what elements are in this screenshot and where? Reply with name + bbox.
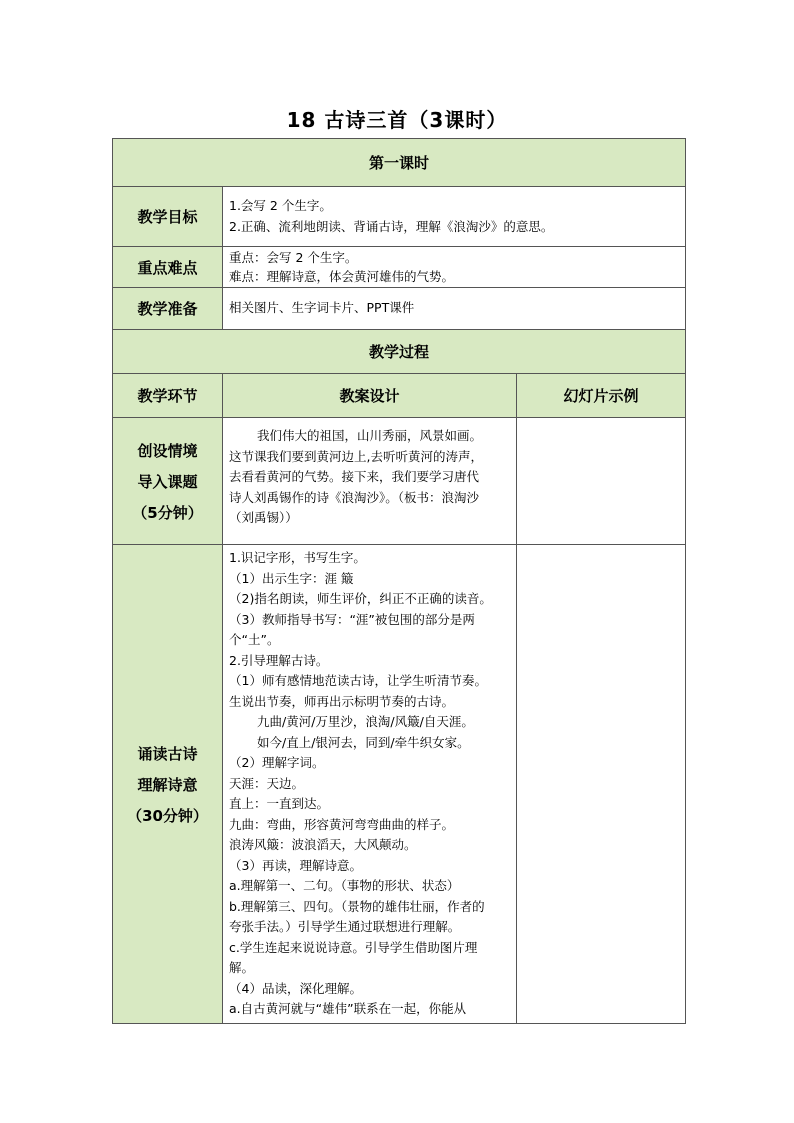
reading-line-6: 2.引导理解古诗。 xyxy=(229,652,329,668)
keypoints-content xyxy=(223,247,686,288)
reading-slide-cell xyxy=(517,545,686,1024)
intro-content xyxy=(223,418,517,545)
intro-row xyxy=(113,418,686,545)
reading-line-16: （3）再读，理解诗意。 xyxy=(229,857,362,873)
intro-line-2: 这节课我们要到黄河边上,去听听黄河的涛声， xyxy=(229,448,483,464)
process-header-row xyxy=(113,330,686,374)
intro-label xyxy=(113,418,223,545)
reading-line-1: 1.识记字形，书写生字。 xyxy=(229,550,366,565)
reading-row xyxy=(113,545,686,1024)
reading-label-line-3: （30分钟） xyxy=(127,806,208,825)
reading-line-7: （1）师有感情地范读古诗，让学生听清节奏。 xyxy=(229,673,487,688)
column-header-row xyxy=(113,374,686,418)
keypoints-row xyxy=(113,247,686,288)
intro-label-line-2: 导入课题 xyxy=(137,472,198,491)
intro-line-1: 我们伟大的祖国，山川秀丽，风景如画。 xyxy=(257,428,483,443)
keypoint-line-1: 重点：会写 2 个生字。 xyxy=(229,250,358,265)
reading-line-12: 天涯：天边。 xyxy=(229,775,305,791)
reading-line-20: c.学生连起来说说诗意。引导学生借助图片理 xyxy=(229,939,478,955)
reading-line-22: （4）品读，深化理解。 xyxy=(229,980,362,996)
reading-line-3: （2)指名朗读，师生评价，纠正不正确的读音。 xyxy=(229,591,492,606)
intro-line-5: （刘禹锡）） xyxy=(229,510,298,525)
prep-label: 教学准备 xyxy=(113,288,223,330)
reading-line-8: 生说出节奏，师再出示标明节奏的古诗。 xyxy=(229,693,455,709)
intro-slide-cell xyxy=(517,418,686,545)
reading-line-18: b.理解第三、四句。（景物的雄伟壮丽，作者的 xyxy=(229,898,485,914)
intro-label-line-1: 创设情境 xyxy=(137,441,198,460)
objective-line-2: 2.正确、流利地朗读、背诵古诗，理解《浪淘沙》的意思。 xyxy=(229,218,554,234)
objectives-row xyxy=(113,187,686,247)
reading-line-11: （2）理解字词。 xyxy=(229,755,325,770)
first-lesson-header-row xyxy=(113,139,686,187)
column-header-design: 教案设计 xyxy=(223,374,517,418)
reading-line-2: （1）出示生字：涯 簸 xyxy=(229,570,354,586)
reading-line-14: 九曲：弯曲，形容黄河弯弯曲曲的样子。 xyxy=(229,816,455,832)
reading-content xyxy=(223,545,517,1024)
intro-label-line-3: （5分钟） xyxy=(132,503,203,522)
reading-line-15: 浪涛风簸：波浪滔天，大风颠动。 xyxy=(229,837,417,852)
column-header-stage: 教学环节 xyxy=(113,374,223,418)
reading-line-4: （3）教师指导书写：“涯”被包围的部分是两 xyxy=(229,611,475,627)
reading-line-9: 九曲/黄河/万里沙，浪淘/风簸/自天涯。 xyxy=(257,714,474,729)
objectives-label: 教学目标 xyxy=(113,187,223,247)
reading-label-line-1: 诵读古诗 xyxy=(137,744,198,763)
reading-label xyxy=(113,545,223,1024)
reading-line-13: 直上：一直到达。 xyxy=(229,796,330,811)
process-heading: 教学过程 xyxy=(113,330,686,374)
reading-line-10: 如今/直上/银河去，同到/牵牛织女家。 xyxy=(257,734,470,750)
intro-line-3: 去看看黄河的气势。接下来，我们要学习唐代 xyxy=(229,469,480,484)
column-header-slides: 幻灯片示例 xyxy=(517,374,686,418)
lesson-plan-table xyxy=(112,138,686,1024)
objective-line-1: 1.会写 2 个生字。 xyxy=(229,198,332,213)
prep-row xyxy=(113,288,686,330)
page-title: 18 古诗三首（3课时） xyxy=(286,108,508,132)
reading-line-5: 个“土”。 xyxy=(229,632,280,647)
reading-line-19: 夸张手法。）引导学生通过联想进行理解。 xyxy=(229,919,461,934)
objectives-content xyxy=(223,187,686,247)
keypoints-label: 重点难点 xyxy=(113,247,223,288)
reading-line-21: 解。 xyxy=(229,960,255,975)
keypoint-line-2: 难点：理解诗意，体会黄河雄伟的气势。 xyxy=(229,269,455,284)
reading-line-17: a.理解第一、二句。（事物的形状、状态） xyxy=(229,878,460,893)
reading-line-23: a.自古黄河就与“雄伟”联系在一起，你能从 xyxy=(229,1001,467,1016)
intro-line-4: 诗人刘禹锡作的诗《浪淘沙》。（板书：浪淘沙 xyxy=(229,489,480,505)
first-lesson-heading: 第一课时 xyxy=(113,139,686,187)
reading-label-line-2: 理解诗意 xyxy=(137,775,198,794)
prep-content: 相关图片、生字词卡片、PPT课件 xyxy=(223,288,686,330)
